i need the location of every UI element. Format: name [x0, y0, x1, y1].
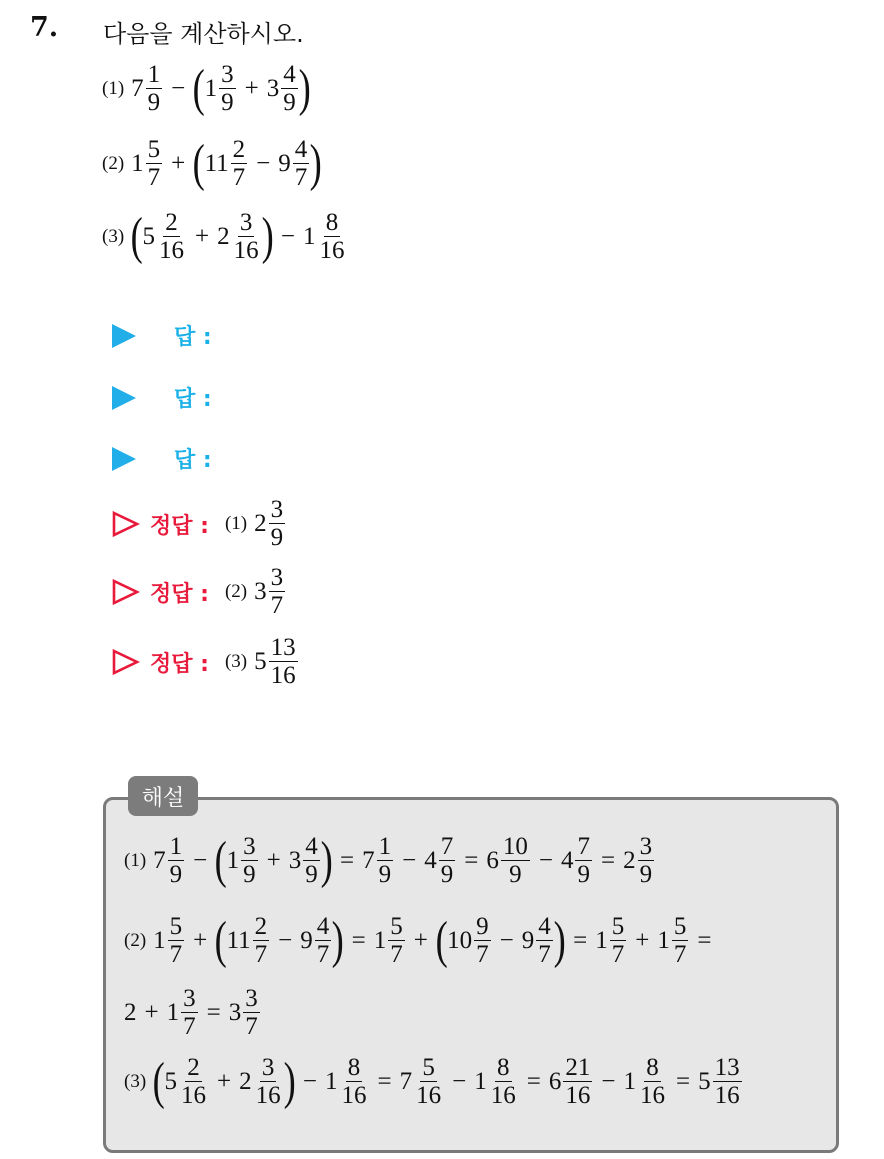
outline-arrow-icon	[112, 510, 140, 538]
correct-den: 7	[270, 592, 284, 620]
answer-label: 답 :	[174, 448, 212, 473]
answer-blank-2[interactable]	[112, 382, 212, 413]
problem-label: (2)	[102, 153, 125, 175]
answer-label: 답 :	[174, 387, 212, 412]
correct-label: 정답 :	[150, 581, 209, 607]
solution-line-2a: (2) 1 $\frac{5}{7}$ + ( 11 $\frac{2}{7}$ − 9 $\frac{4}{7}$ ) = 1 $\frac{5}{7}$ + ( 10 $\frac{9}{7}$ − 9 $\frac{4}{7}$ ) = 1 $\frac{5}{7}$ + 1 $\frac{5}{7}$ =	[124, 912, 712, 970]
correct-den: 9	[270, 524, 284, 552]
outline-arrow-icon	[112, 578, 140, 606]
correct-label: 정답 :	[150, 513, 209, 539]
answer-label: 답 :	[174, 325, 212, 350]
correct-whole: 2	[254, 510, 267, 538]
correct-num: 3	[270, 496, 284, 523]
solution-label: (1)	[124, 850, 147, 872]
solution-tab: 해설	[128, 776, 198, 816]
correct-num: 13	[270, 634, 296, 661]
solution-label: (3)	[124, 1071, 147, 1093]
correct-label: 정답 :	[150, 651, 209, 677]
play-arrow-icon	[112, 447, 136, 471]
correct-whole: 3	[254, 578, 267, 606]
correct-whole: 5	[254, 648, 267, 676]
problem-3: (3) ( 5 $\frac{2}{16}$ + 2 $\frac{3}{16}$ ) − 1 $\frac{8}{16}$	[102, 208, 345, 266]
question-number: 7.	[30, 12, 59, 43]
problem-1: (1) 7 $\frac{1}{9}$ − ( 1 $\frac{3}{9}$ + 3 $\frac{4}{9}$ )	[102, 60, 311, 118]
correct-item-label: (1)	[224, 513, 248, 535]
question-instruction: 다음을 계산하시오.	[103, 20, 304, 48]
outline-arrow-icon	[112, 648, 140, 676]
correct-den: 16	[270, 662, 296, 690]
correct-answer-1	[112, 497, 286, 552]
solution-label: (2)	[124, 930, 147, 952]
problem-label: (3)	[102, 226, 125, 248]
correct-answer-2	[112, 565, 286, 620]
correct-num: 3	[270, 564, 284, 591]
answer-blank-3[interactable]	[112, 443, 212, 474]
correct-item-label: (3)	[224, 651, 248, 673]
play-arrow-icon	[112, 324, 136, 348]
play-arrow-icon	[112, 386, 136, 410]
problem-2: (2) 1 $\frac{5}{7}$ + ( 11 $\frac{2}{7}$ − 9 $\frac{4}{7}$ )	[102, 135, 323, 193]
solution-line-3: (3) ( 5 $\frac{2}{16}$ + 2 $\frac{3}{16}$ ) − 1 $\frac{8}{16}$ = 7 $\frac{5}{16}$ − 1 $\frac{8}{16}$ = 6 $\frac{21}{16}$ − 1 $\frac{8}{16}$ = 5 $\frac{13}{16}$	[124, 1053, 740, 1111]
solution-line-1: (1) 7 $\frac{1}{9}$ − ( 1 $\frac{3}{9}$ + 3 $\frac{4}{9}$ ) = 7 $\frac{1}{9}$ − 4 $\frac{7}{9}$ = 6 $\frac{10}{9}$ − 4 $\frac{7}{9}$ = 2 $\frac{3}{9}$	[124, 832, 653, 890]
problem-label: (1)	[102, 78, 125, 100]
solution-line-2b: 2 + 1 $\frac{3}{7}$ = 3 $\frac{3}{7}$	[124, 985, 258, 1041]
answer-blank-1[interactable]	[112, 320, 212, 351]
correct-answer-3	[112, 635, 299, 690]
correct-item-label: (2)	[224, 581, 248, 603]
